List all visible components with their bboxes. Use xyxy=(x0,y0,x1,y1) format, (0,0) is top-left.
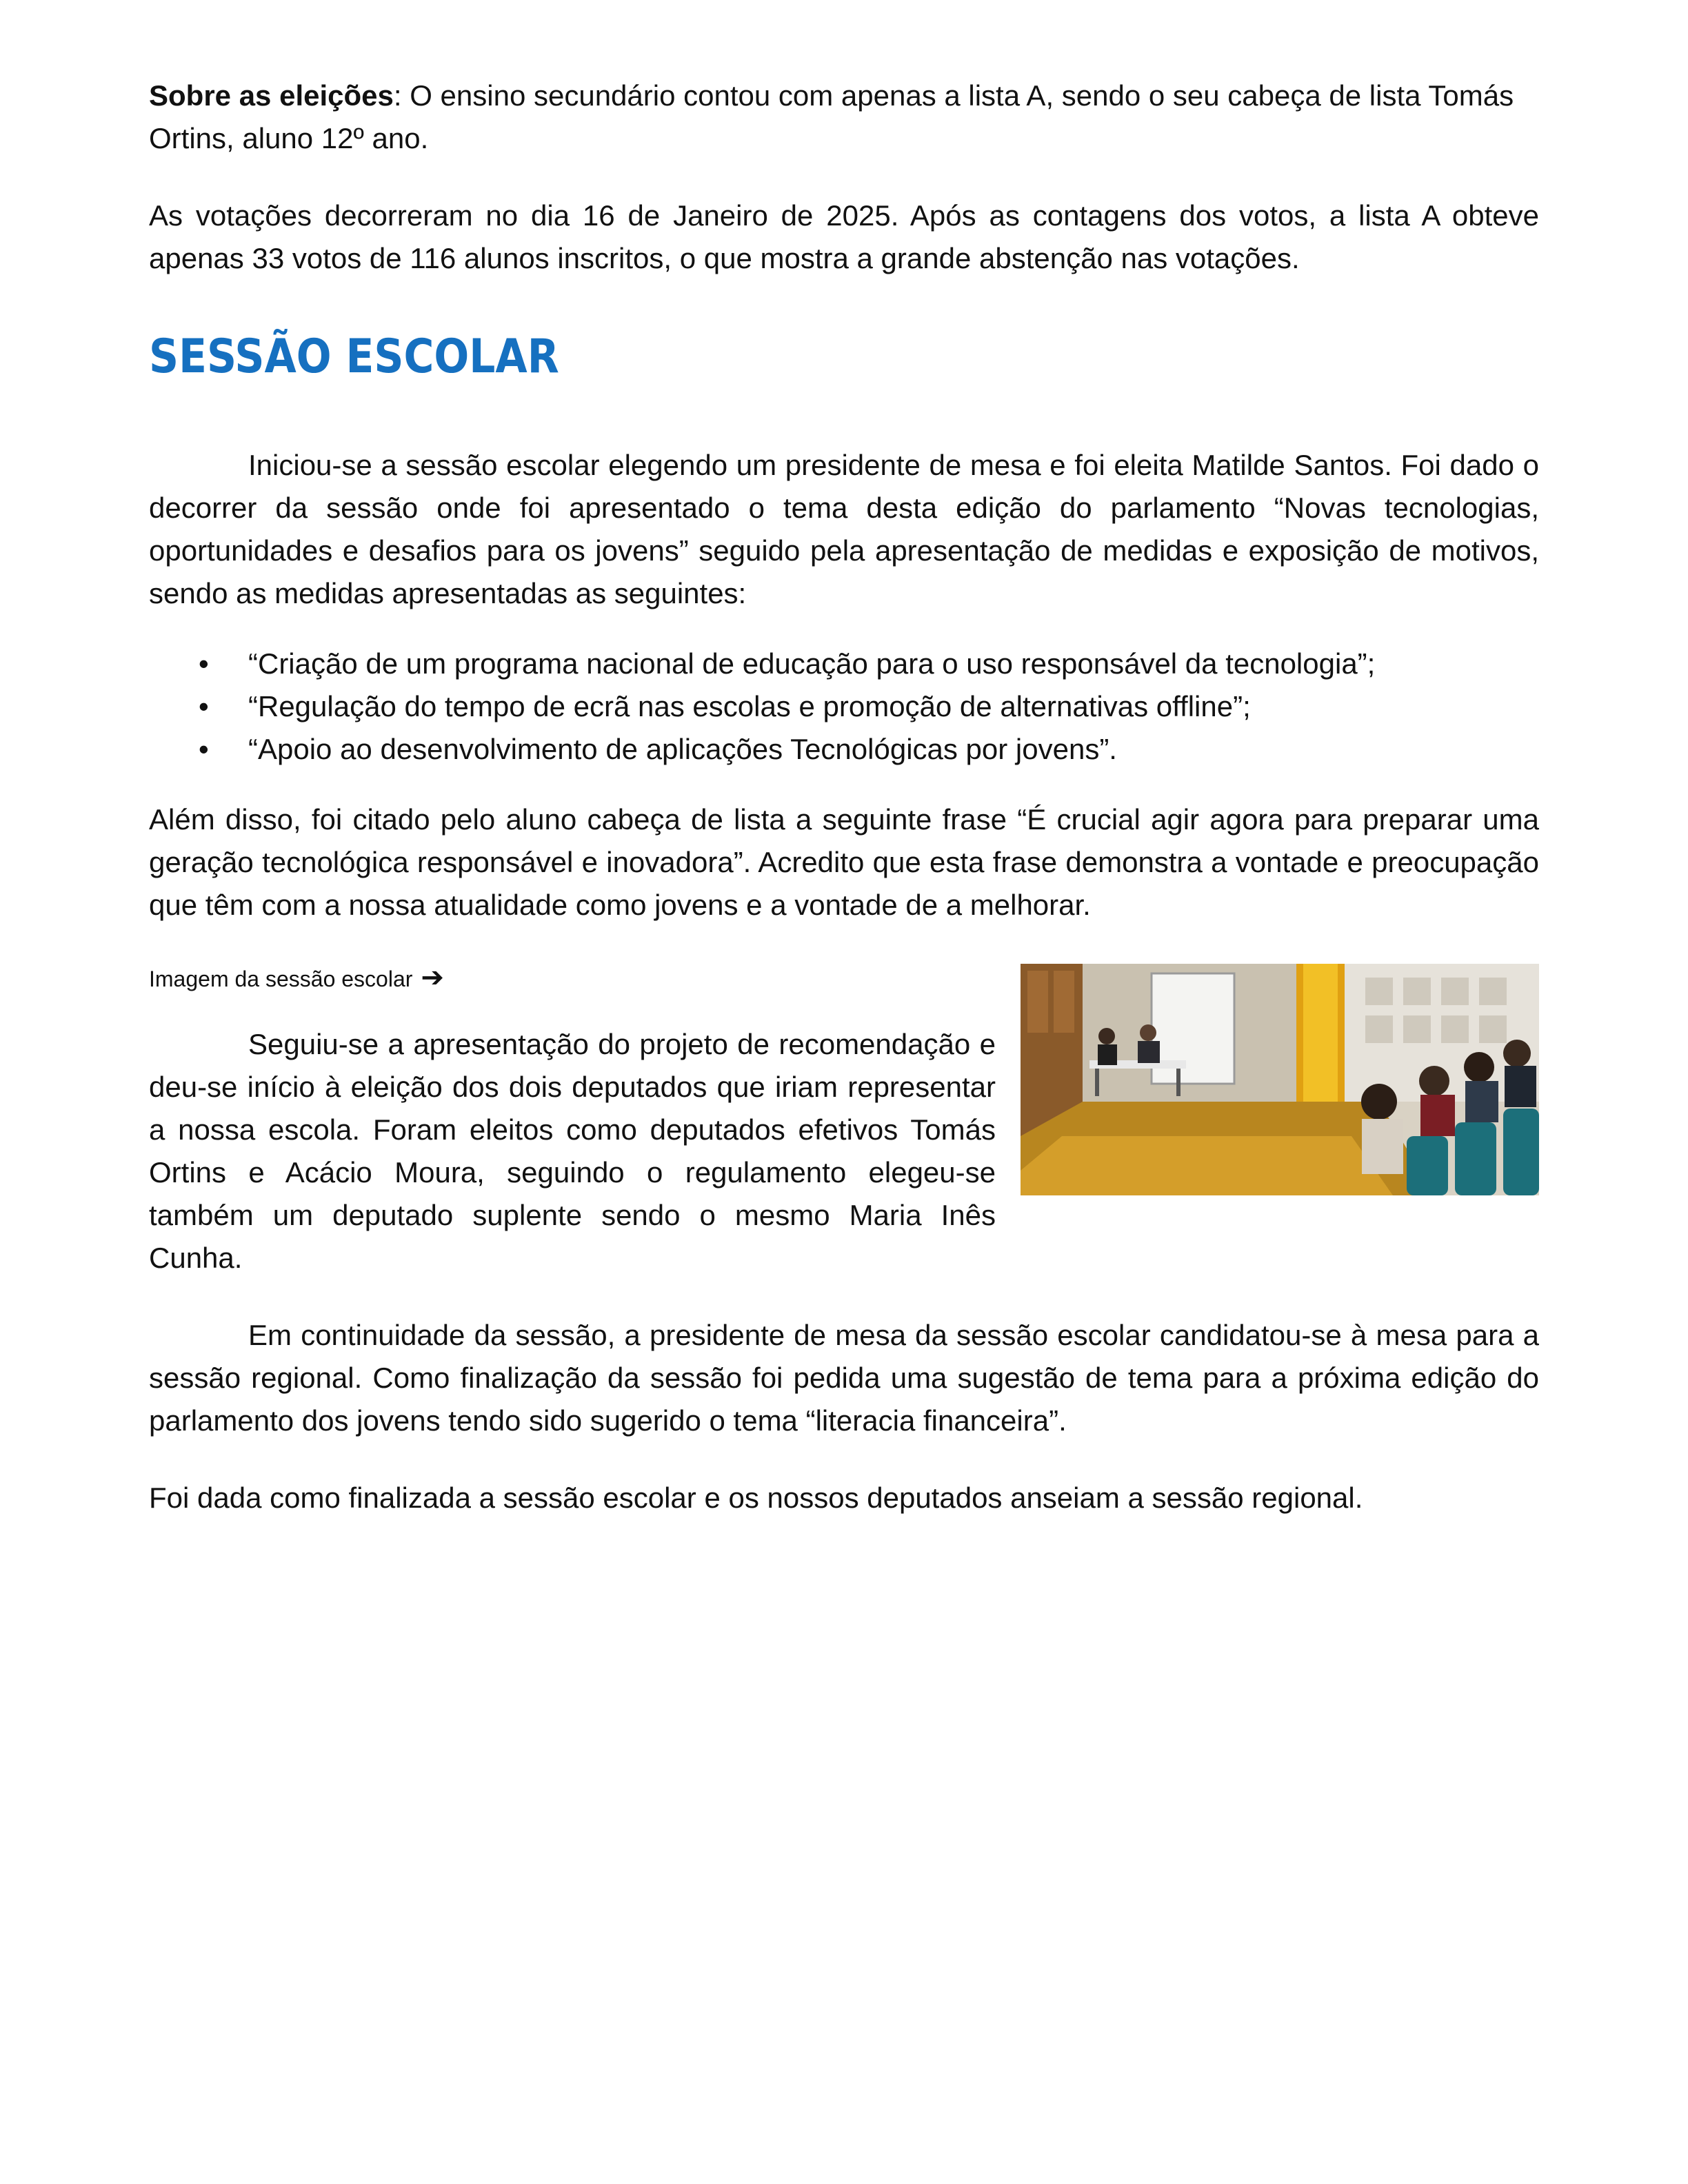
measure-text: “Regulação do tempo de ecrã nas escolas e promoção de alternativas offline”; xyxy=(248,690,1251,722)
deputies-paragraph: Seguiu-se a apresentação do projeto de recomendação e deu-se início à eleição dos dois deputados que iriam representar a nossa escola. Foram eleitos como deputados efetivos Tomás Ortins e Acácio Moura, seguindo o regulamento elegeu-se também um deputado suplente sendo o mesmo Maria Inês Cunha. xyxy=(149,1028,996,1274)
measures-list xyxy=(149,643,1539,771)
list-item xyxy=(149,728,1539,771)
document-page xyxy=(149,74,1539,1519)
bullet-icon: • xyxy=(199,733,209,765)
session-photo xyxy=(1021,964,1539,1195)
section-heading: SESSÃO ESCOLAR xyxy=(149,330,559,384)
list-item xyxy=(149,643,1539,685)
bullet-icon: • xyxy=(199,690,209,722)
list-item xyxy=(149,685,1539,728)
continuation-paragraph: Em continuidade da sessão, a presidente de mesa da sessão escolar candidatou-se à mesa para a sessão regional. Como finalização da sessão foi pedida uma sugestão de tema para a próxima edição do parlamento dos jovens tendo sido sugerido o tema “literacia financeira”. xyxy=(149,1319,1539,1437)
bullet-icon: • xyxy=(199,647,209,680)
final-paragraph: Foi dada como finalizada a sessão escolar e os nossos deputados anseiam a sessão regional. xyxy=(149,1482,1363,1514)
elections-text: : O ensino secundário contou com apenas a lista A, sendo o seu cabeça de lista Tomás Ortins, aluno 12º ano. xyxy=(149,79,1514,154)
measure-text: “Criação de um programa nacional de educação para o uso responsável da tecnologia”; xyxy=(248,647,1376,680)
elections-paragraph xyxy=(149,74,1539,160)
measure-text: “Apoio ao desenvolvimento de aplicações Tecnológicas por jovens”. xyxy=(248,733,1117,765)
votes-paragraph: As votações decorreram no dia 16 de Janeiro de 2025. Após as contagens dos votos, a lista A obteve apenas 33 votos de 116 alunos inscritos, o que mostra a grande abstenção nas votações. xyxy=(149,199,1539,274)
caption-text: Imagem da sessão escolar xyxy=(149,967,413,991)
session-paragraph: Iniciou-se a sessão escolar elegendo um presidente de mesa e foi eleita Matilde Santos. Foi dado o decorrer da sessão onde foi apresentado o tema desta edição do parlamento “Novas tecnologias, oportunidades e desafios para os jovens” seguido pela apresentação de medidas e exposição de motivos, sendo as medidas apresentadas as seguintes: xyxy=(149,449,1539,609)
arrow-right-icon: ➔ xyxy=(421,962,444,993)
quote-paragraph: Além disso, foi citado pelo aluno cabeça de lista a seguinte frase “É crucial agir agora para preparar uma geração tecnológica responsável e inovadora”. Acredito que esta frase demonstra a vontade e preocupação que têm com a nossa atualidade como jovens e a vontade de a melhorar. xyxy=(149,803,1539,921)
elections-lead: Sobre as eleições xyxy=(149,79,394,112)
